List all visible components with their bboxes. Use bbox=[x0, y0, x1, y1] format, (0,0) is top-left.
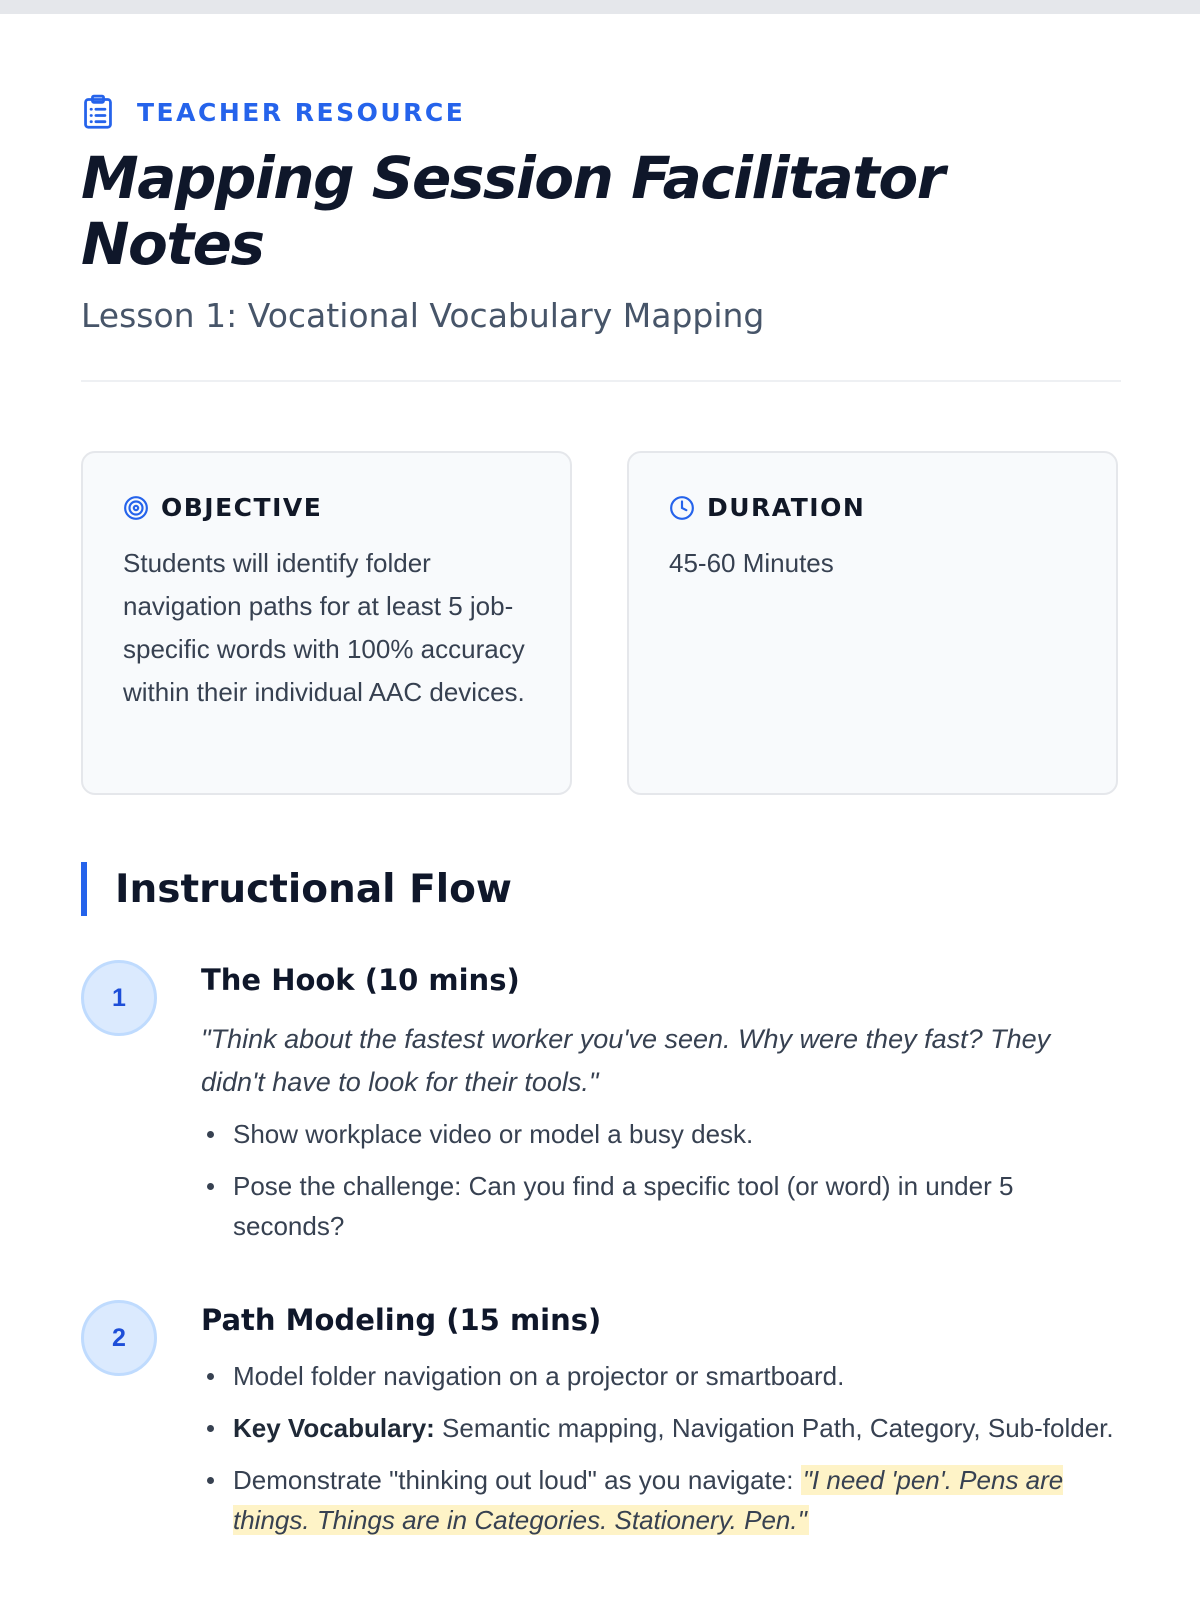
list-item: Model folder navigation on a projector or smartboard. bbox=[233, 1356, 1121, 1396]
clock-icon bbox=[669, 495, 695, 521]
list-item: Pose the challenge: Can you find a specific tool (or word) in under 5 seconds? bbox=[233, 1166, 1121, 1246]
page-subtitle: Lesson 1: Vocational Vocabulary Mapping bbox=[81, 296, 765, 335]
step-number-badge: 2 bbox=[81, 1300, 157, 1376]
objective-text: Students will identify folder navigation paths for at least 5 job-specific words with 100% accuracy within their individual AAC devices. bbox=[123, 548, 525, 707]
list-item bbox=[233, 1408, 1121, 1448]
step-bullets bbox=[201, 1114, 1121, 1246]
step-content bbox=[201, 1300, 1121, 1552]
section-title: Instructional Flow bbox=[115, 866, 512, 912]
target-icon bbox=[123, 495, 149, 521]
step-content bbox=[201, 960, 1121, 1258]
objective-card bbox=[81, 451, 572, 795]
list-item bbox=[233, 1460, 1121, 1540]
divider bbox=[81, 380, 1121, 382]
clipboard-list-icon bbox=[81, 94, 115, 130]
eyebrow bbox=[81, 94, 465, 130]
duration-text: 45-60 Minutes bbox=[669, 548, 834, 578]
duration-card bbox=[627, 451, 1118, 795]
duration-card-header bbox=[669, 493, 1076, 522]
step-quote: "Think about the fastest worker you've seen. Why were they fast? They didn't have to look for their tools." bbox=[201, 1024, 1051, 1097]
key-vocabulary-text: Semantic mapping, Navigation Path, Category, Sub-folder. bbox=[434, 1413, 1114, 1443]
step-bullets bbox=[201, 1356, 1121, 1540]
section-accent-bar bbox=[81, 862, 87, 916]
objective-label: OBJECTIVE bbox=[161, 493, 323, 522]
eyebrow-label: TEACHER RESOURCE bbox=[137, 97, 466, 127]
step-title: Path Modeling (15 mins) bbox=[201, 1303, 602, 1337]
objective-card-header bbox=[123, 493, 530, 522]
key-vocabulary-label: Key Vocabulary: bbox=[233, 1413, 435, 1443]
top-scroll-bar bbox=[0, 0, 1200, 14]
highlighted-quote: "I need 'pen'. Pens are things. Things are in Categories. Stationery. Pen." bbox=[233, 1465, 1064, 1535]
page-title: Mapping Session Facilitator Notes bbox=[81, 144, 944, 278]
duration-label: DURATION bbox=[707, 493, 866, 522]
demo-text: Demonstrate "thinking out loud" as you navigate: bbox=[233, 1465, 801, 1495]
section-header bbox=[81, 862, 512, 916]
step-number-badge: 1 bbox=[81, 960, 157, 1036]
step-title: The Hook (10 mins) bbox=[201, 963, 520, 997]
list-item: Show workplace video or model a busy desk. bbox=[233, 1114, 1121, 1154]
